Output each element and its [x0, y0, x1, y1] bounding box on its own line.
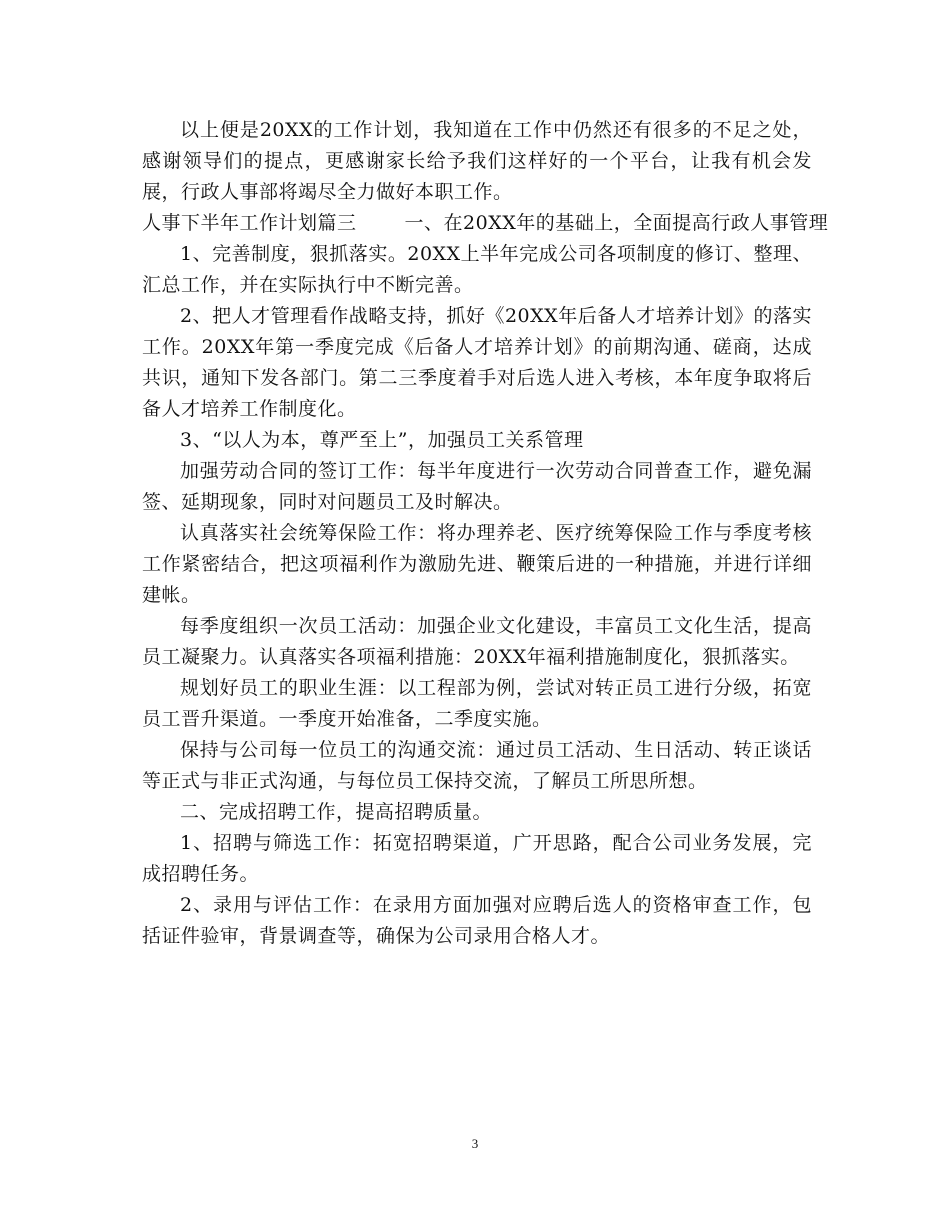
paragraph-social-insurance: 认真落实社会统筹保险工作：将办理养老、医疗统筹保险工作与季度考核工作紧密结合，把这项福利作为激励先进、鞭策后进的一种措施，并进行详细建帐。 [142, 522, 812, 606]
paragraph-recruitment-2: 2、录用与评估工作：在录用方面加强对应聘后选人的资格审查工作，包括证件验审，背景调查等，确保为公司录用合格人才。 [142, 894, 812, 947]
section-subheading: 一、在20XX年的基础上，全面提高行政人事管理 [404, 212, 829, 234]
section-heading-line [142, 208, 829, 239]
paragraph-item-2: 2、把人才管理看作战略支持，抓好《20XX年后备人才培养计划》的落实工作。20XX年第一季度完成《后备人才培养计划》的前期沟通、磋商，达成共识，通知下发各部门。第二三季度着手对后选人进入考核，本年度争取将后备人才培养工作制度化。 [142, 305, 812, 420]
paragraph-item-1: 1、完善制度，狠抓落实。20XX上半年完成公司各项制度的修订、整理、汇总工作，并在实际执行中不断完善。 [142, 243, 812, 296]
paragraph-labor-contract: 加强劳动合同的签订工作：每半年度进行一次劳动合同普查工作，避免漏签、延期现象，同时对问题员工及时解决。 [142, 460, 812, 513]
paragraph-employee-activity: 每季度组织一次员工活动：加强企业文化建设，丰富员工文化生活，提高员工凝聚力。认真落实各项福利措施：20XX年福利措施制度化，狠抓落实。 [142, 615, 812, 668]
paragraph-item-3: 3、“以人为本，尊严至上”，加强员工关系管理 [180, 429, 584, 451]
paragraph-communication: 保持与公司每一位员工的沟通交流：通过员工活动、生日活动、转正谈话等正式与非正式沟通，与每位员工保持交流，了解员工所思所想。 [142, 739, 812, 792]
page-number: 3 [471, 1136, 479, 1151]
paragraph-recruitment-1: 1、招聘与筛选工作：拓宽招聘渠道，广开思路，配合公司业务发展，完成招聘任务。 [142, 832, 812, 885]
document-body [142, 115, 829, 952]
paragraph-recruitment-heading: 二、完成招聘工作，提高招聘质量。 [180, 801, 493, 823]
section-title: 人事下半年工作计划篇三 [142, 212, 357, 234]
paragraph-career-planning: 规划好员工的职业生涯：以工程部为例，尝试对转正员工进行分级，拓宽员工晋升渠道。一季度开始准备，二季度实施。 [142, 677, 812, 730]
paragraph-closing-remarks: 以上便是20XX的工作计划，我知道在工作中仍然还有很多的不足之处，感谢领导们的提点，更感谢家长给予我们这样好的一个平台，让我有机会发展，行政人事部将竭尽全力做好本职工作。 [142, 119, 812, 203]
